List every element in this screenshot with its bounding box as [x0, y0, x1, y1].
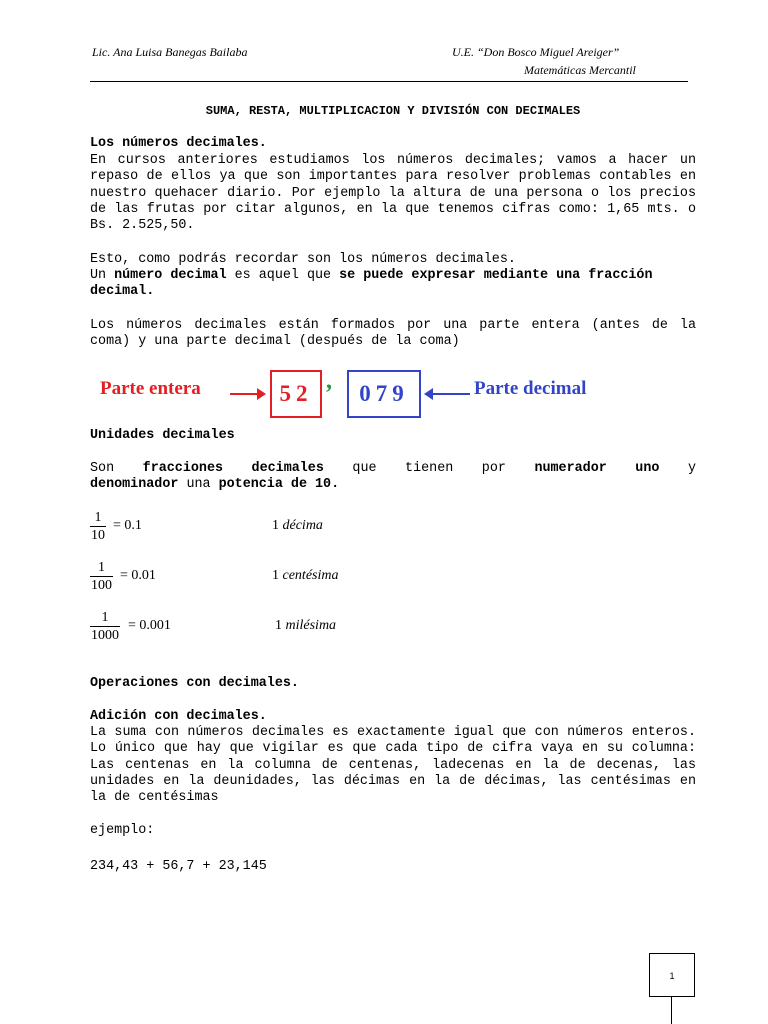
fraction-numerator: 1: [98, 560, 105, 575]
fraction: [90, 509, 106, 545]
paragraph-parts: Los números decimales están formados por una parte entera (antes de la coma) y una parte decimal (después de la coma): [90, 318, 696, 350]
paragraph-intro: En cursos anteriores estudiamos los números decimales; vamos a hacer un repaso de ellos ya que son importantes para resolver problemas contables en nuestro quehacer diario. Por ejemplo la altura de una persona o los precios de las frutas por citar algunos, en la que tenemos cifras como: 1,65 mts. o Bs. 2.525,50.: [90, 153, 696, 234]
page-number-line: [671, 996, 672, 1024]
text-una: una: [178, 477, 219, 492]
integer-part-label: Parte entera: [100, 378, 201, 399]
text-que-tienen: que tienen por: [323, 461, 535, 476]
fraction-count: 1: [272, 518, 279, 533]
definition-bold-1: se puede expresar mediante una fracción: [339, 268, 653, 283]
page-title: SUMA, RESTA, MULTIPLICACION Y DIVISIÓN CON DECIMALES: [205, 104, 581, 118]
section-heading-addition: Adición con decimales.: [90, 709, 267, 724]
integer-part-box: 52: [270, 370, 322, 418]
decimal-part-label: Parte decimal: [474, 378, 587, 399]
paragraph-decimal-fractions: [90, 461, 696, 477]
fraction-numerator: 1: [94, 510, 102, 525]
section-heading-units: Unidades decimales: [90, 428, 235, 443]
text-y: y: [659, 461, 696, 476]
definition-text-2: es aquel que: [226, 268, 340, 283]
fraction-count: 1: [275, 618, 282, 633]
fraction: [90, 609, 120, 645]
fraction-numerator: 1: [101, 610, 109, 625]
section-heading-decimals: Los números decimales.: [90, 136, 267, 151]
text-numerador-uno: numerador uno: [534, 461, 660, 476]
example-expression: 234,43 + 56,7 + 23,145: [90, 859, 267, 874]
decimal-parts-diagram: [96, 367, 636, 423]
example-label: ejemplo:: [90, 823, 155, 838]
fraction-equals: = 0.01: [120, 568, 156, 583]
fraction-word: décima: [282, 518, 323, 533]
fraction-denominator: 100: [91, 578, 112, 593]
section-heading-operations: Operaciones con decimales.: [90, 676, 299, 691]
text-potencia: potencia de 10.: [218, 477, 340, 492]
fraction-equals: = 0.1: [113, 518, 142, 533]
header-author: Lic. Ana Luisa Banegas Bailaba: [92, 45, 248, 59]
paragraph-decimal-fractions-2: [90, 477, 696, 493]
fraction-denominator: 10: [91, 528, 105, 543]
text-denominador: denominador: [90, 477, 179, 492]
definition-text-1: Un: [90, 268, 115, 283]
paragraph-definition: [90, 268, 696, 301]
definition-bold-2: decimal.: [90, 284, 155, 300]
header-divider: [90, 81, 688, 82]
decimal-comma: ,: [326, 368, 332, 394]
fraction-word: centésima: [282, 568, 339, 583]
definition-term: número decimal: [114, 268, 227, 283]
text-son: Son: [90, 461, 143, 476]
paragraph-addition: La suma con números decimales es exactamente igual que con números enteros. Lo único que hay que vigilar es que cada tipo de cifra vaya en su columna: Las centenas en la columna de centenas, ladecenas en la de decenas, las unidades en la deunidades, las décimas en la de décimas, las centésimas en la de centésimas: [90, 725, 696, 806]
fraction-count: 1: [272, 568, 279, 583]
arrow-right-icon: [230, 393, 264, 395]
text-fracciones-decimales: fracciones decimales: [142, 461, 324, 476]
fraction-word: milésima: [285, 618, 337, 633]
fraction-equals: = 0.001: [128, 618, 171, 633]
fraction-denominator: 1000: [91, 628, 119, 643]
fraction-name: [272, 568, 338, 584]
arrow-left-icon: [426, 393, 470, 395]
paragraph-recall: Esto, como podrás recordar son los números decimales.: [90, 252, 516, 267]
fraction-name: [275, 618, 336, 634]
header-subject: Matemáticas Mercantil: [524, 63, 636, 77]
fraction: [90, 559, 113, 595]
page-number: 1: [649, 953, 695, 997]
fraction-name: [272, 518, 323, 534]
decimal-part-box: 079: [347, 370, 421, 418]
header-school: U.E. “Don Bosco Miguel Areiger”: [452, 45, 620, 59]
